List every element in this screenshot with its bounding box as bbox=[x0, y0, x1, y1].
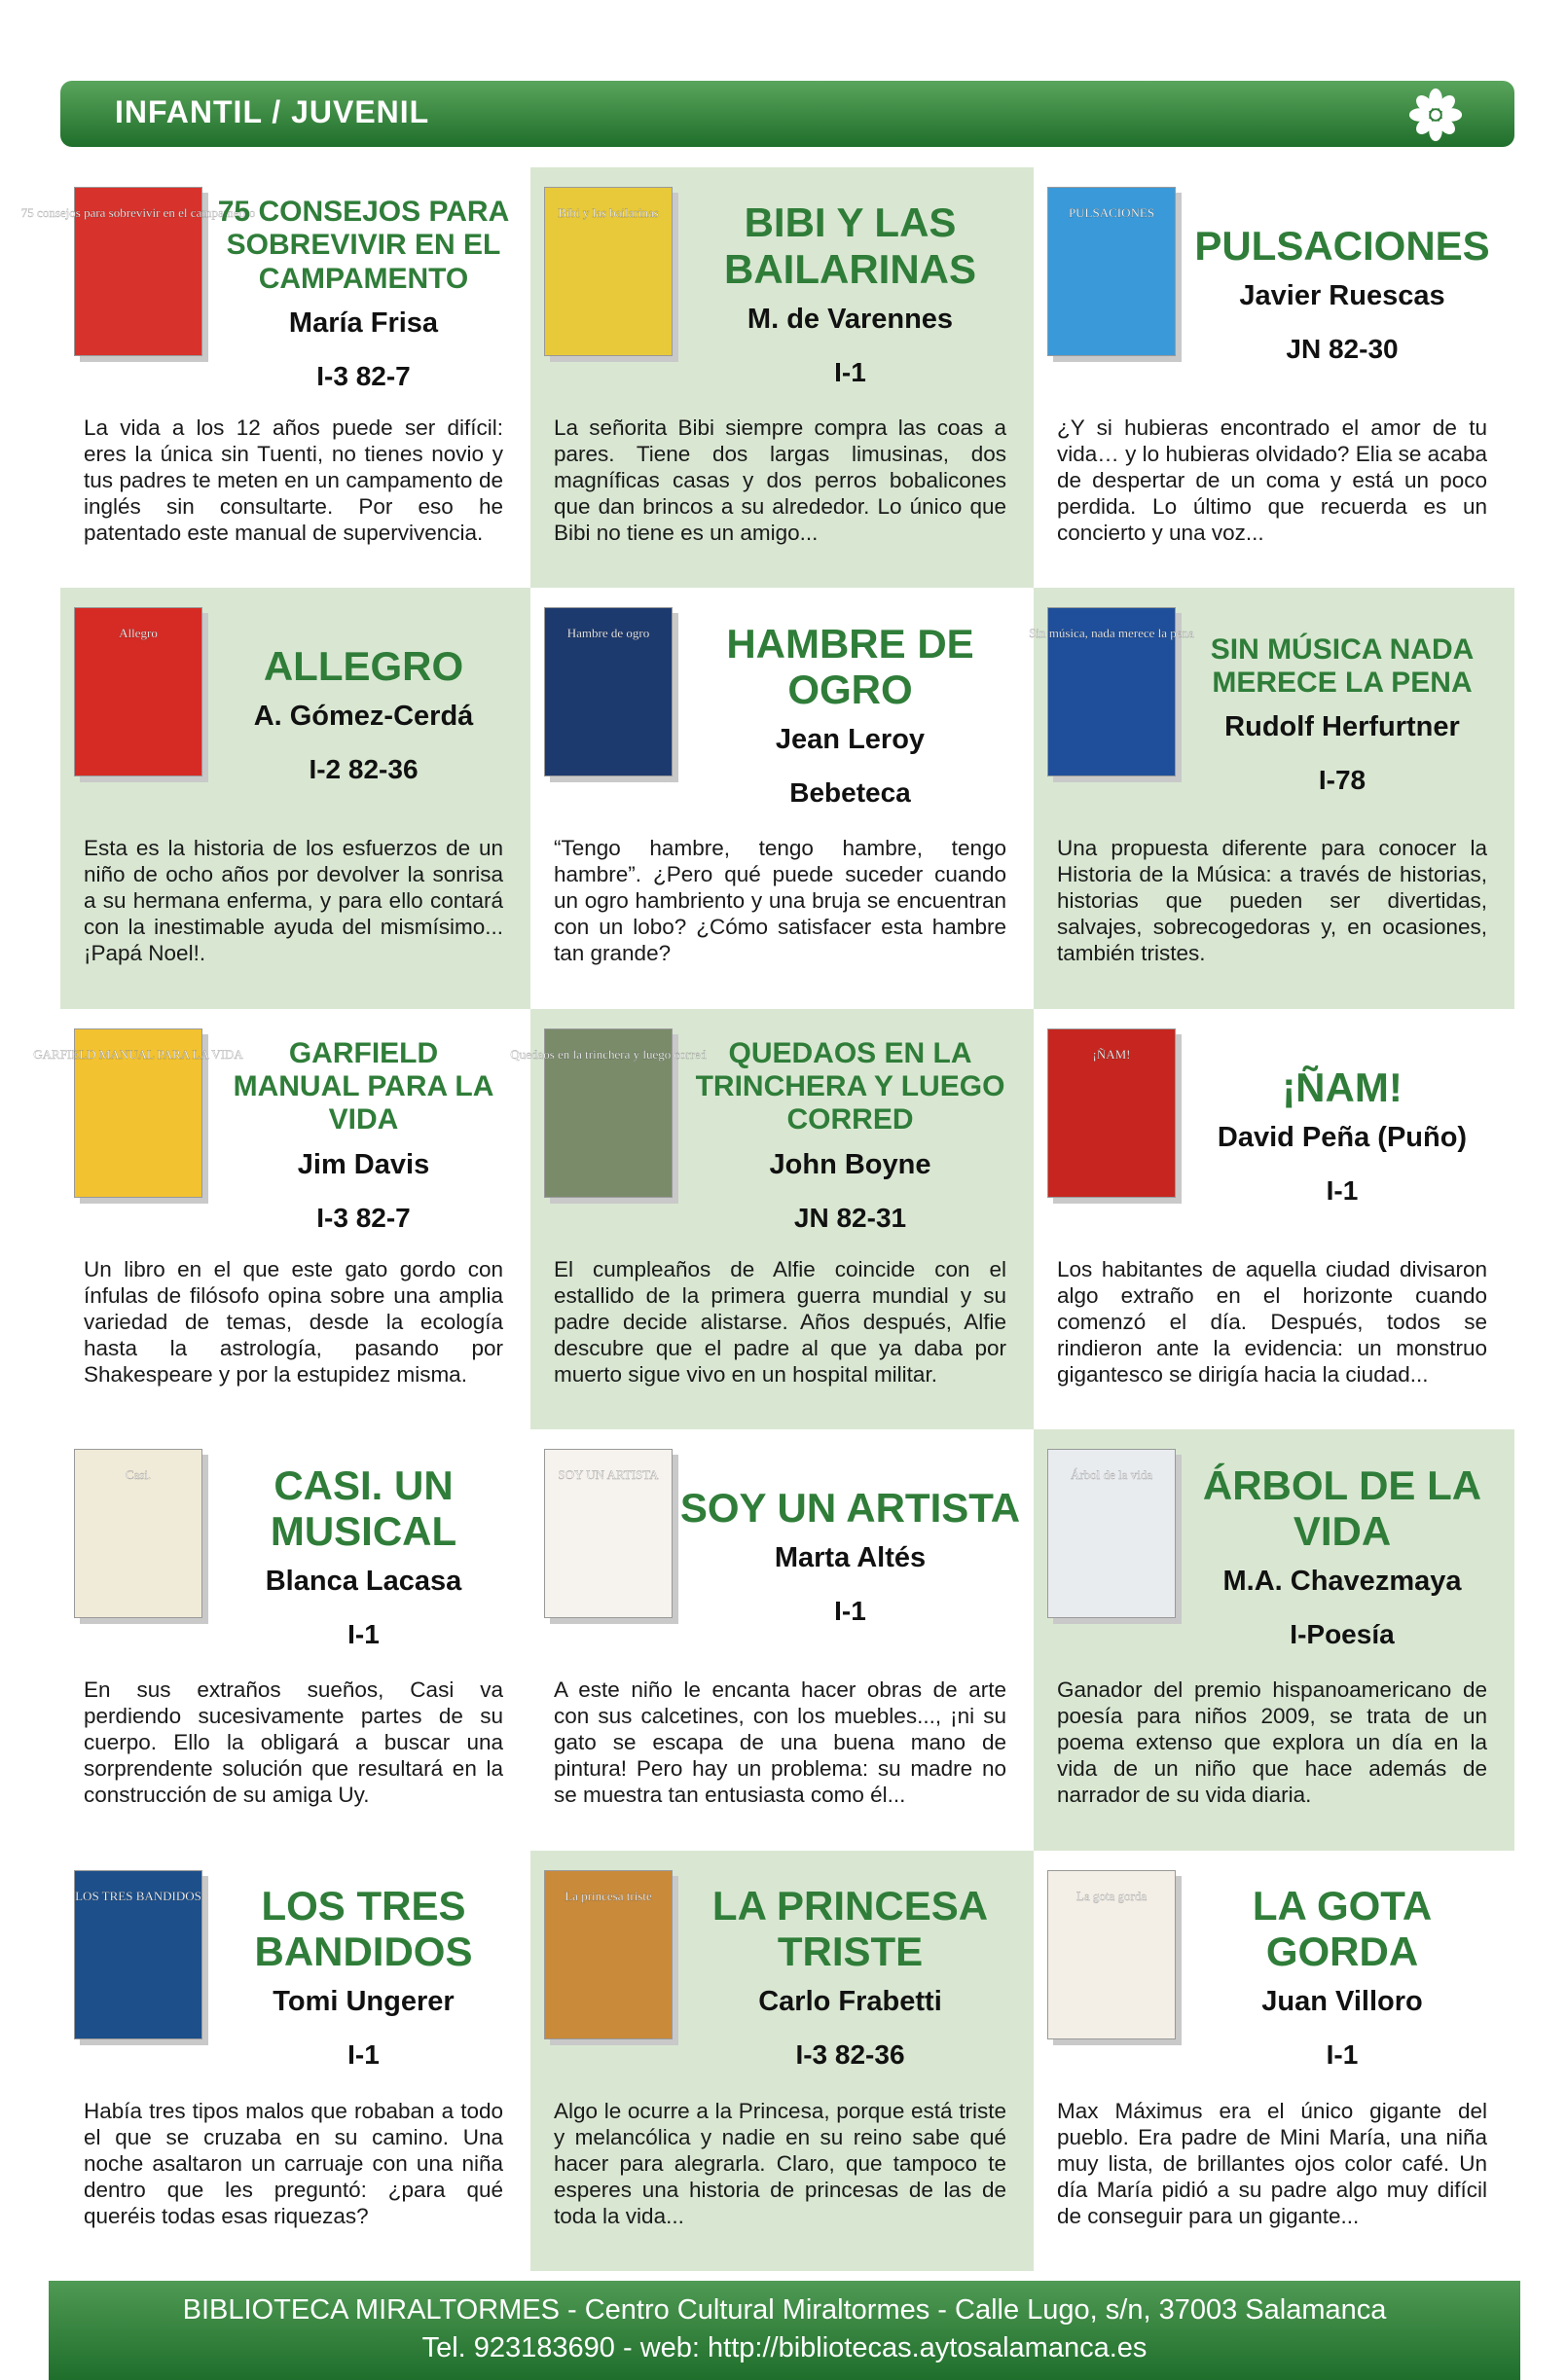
book-info bbox=[206, 1868, 521, 2086]
footer-address: BIBLIOTECA MIRALTORMES - Centro Cultural Miraltormes - Calle Lugo, s/n, 37003 Salamanca bbox=[182, 2294, 1387, 2326]
book-title: GARFIELD bbox=[288, 1037, 439, 1070]
book-description: Un libro en el que este gato gordo con ínfulas de filósofo opina sobre una amplia variedad de temas, desde la ecología hasta la astrología, pasando por Shakespeare y por la estupidez misma. bbox=[84, 1256, 503, 1387]
footer-contact: Tel. 923183690 - web: http://bibliotecas.aytosalamanca.es bbox=[421, 2332, 1148, 2363]
book-cover bbox=[1047, 1870, 1176, 2039]
book-code: JN 82-31 bbox=[793, 1202, 907, 1233]
book-code: I-1 bbox=[347, 2039, 380, 2071]
book-card bbox=[1029, 588, 1514, 1008]
flower-icon bbox=[1407, 87, 1464, 143]
book-cover bbox=[74, 1449, 202, 1618]
book-author: M.A. Chavezmaya bbox=[1222, 1565, 1462, 1597]
book-description: Esta es la historia de los esfuerzos de un niño de ocho años por devolver la sonrisa a su hermana enferma, y para ello contará con la inestimable ayuda del mismísimo... ¡Papá Noel!. bbox=[84, 836, 503, 966]
book-code: I-1 bbox=[1326, 1174, 1359, 1206]
book-cover bbox=[1047, 1449, 1176, 1618]
book-cover bbox=[1047, 187, 1176, 356]
book-code: I-1 bbox=[834, 1596, 866, 1627]
footer bbox=[49, 2281, 1520, 2380]
cover-title-text: Quedaos en la trinchera y luego corred bbox=[510, 1046, 707, 1062]
book-code: I-3 82-7 bbox=[316, 360, 411, 391]
book-code: I-2 82-36 bbox=[309, 754, 419, 785]
book-code: I-78 bbox=[1318, 765, 1367, 796]
book-author: Rudolf Herfurtner bbox=[1224, 711, 1460, 743]
book-card bbox=[33, 1009, 530, 1429]
book-description: A este niño le encanta hacer obras de arte con sus calcetines, con los muebles..., ¡ni su gato se escapa de una buena mano de pintura! Pero hay un problema: su madre no se muestra tan entusiasta como él... bbox=[554, 1677, 1006, 1808]
book-info bbox=[1180, 605, 1505, 823]
book-title: LA PRINCESA TRISTE bbox=[711, 1883, 989, 1975]
book-code: Bebeteca bbox=[789, 776, 911, 808]
book-author: Juan Villoro bbox=[1261, 1986, 1423, 2018]
book-grid bbox=[20, 167, 1514, 2271]
book-code: I-Poesía bbox=[1290, 1618, 1395, 1649]
book-author: John Boyne bbox=[769, 1148, 931, 1180]
cover-title-text: 75 consejos para sobrevivir en el campamento bbox=[20, 205, 256, 220]
book-code: I-1 bbox=[834, 356, 866, 387]
cover-title-text: GARFIELD MANUAL PARA LA VIDA bbox=[33, 1046, 243, 1062]
cover-title-text: ¡ÑAM! bbox=[1092, 1046, 1131, 1062]
cover-title-text: La gota gorda bbox=[1075, 1888, 1148, 1903]
book-code: JN 82-30 bbox=[1286, 334, 1399, 365]
book-title: HAMBRE DE OGRO bbox=[726, 620, 974, 712]
section-header bbox=[60, 81, 1514, 147]
book-title: ALLEGRO bbox=[263, 643, 464, 690]
book-author: Jean Leroy bbox=[775, 723, 926, 755]
book-description: En sus extraños sueños, Casi va perdiendo sucesivamente partes de su cuerpo. Ello la obligará a buscar una sorprendente solución que resultará en la construcción de su amiga Uy. bbox=[84, 1677, 503, 1808]
cover-title-text: Hambre de ogro bbox=[566, 626, 650, 641]
book-author: Blanca Lacasa bbox=[265, 1565, 462, 1597]
book-card bbox=[20, 167, 530, 588]
book-info bbox=[206, 605, 521, 823]
cover-title-text: SOY UN ARTISTA bbox=[558, 1467, 659, 1483]
book-card bbox=[510, 1009, 1034, 1429]
book-code: I-3 82-7 bbox=[316, 1202, 411, 1233]
book-info bbox=[1180, 185, 1505, 403]
book-code: I-1 bbox=[1326, 2039, 1359, 2071]
book-info bbox=[1180, 1868, 1505, 2086]
book-author: María Frisa bbox=[288, 307, 439, 339]
book-info bbox=[676, 185, 1024, 403]
book-title: BIBI Y LAS BAILARINAS bbox=[724, 199, 976, 292]
book-card bbox=[60, 1429, 530, 1850]
book-info bbox=[206, 185, 521, 403]
book-description: Max Máximus era el único gigante del pueblo. Era padre de Mini María, una niña muy lista, de brillantes ojos color café. Un día María pidió a su padre algo muy difícil de conseguir para un gigante... bbox=[1057, 2098, 1487, 2228]
book-description: Los habitantes de aquella ciudad divisaron algo extraño en el horizonte cuando comenzó el día. Después, todos se rindieron ante la evidencia: un monstruo gigantesco se dirigía hacia la ciudad... bbox=[1057, 1256, 1487, 1387]
book-info bbox=[676, 1868, 1024, 2086]
book-title: LA GOTA GORDA bbox=[1252, 1883, 1433, 1975]
book-card bbox=[1034, 1009, 1514, 1429]
book-card bbox=[530, 1851, 1034, 2271]
cover-title-text: La princesa triste bbox=[565, 1888, 652, 1903]
book-description: “Tengo hambre, tengo hambre, tengo hambre”. ¿Pero qué puede suceder cuando un ogro hambriento y una bruja se encuentran con un lobo? ¿Cómo satisfacer esta hambre tan grande? bbox=[554, 836, 1006, 966]
book-cover bbox=[544, 1449, 673, 1618]
book-card bbox=[60, 1851, 530, 2271]
book-cover bbox=[74, 1870, 202, 2039]
book-author: Marta Altés bbox=[774, 1542, 927, 1574]
book-info bbox=[1180, 1447, 1505, 1665]
book-author: Carlo Frabetti bbox=[758, 1986, 942, 2018]
book-card bbox=[530, 167, 1034, 588]
book-author: A. Gómez-Cerdá bbox=[253, 701, 474, 733]
book-cover bbox=[74, 607, 202, 776]
book-card bbox=[60, 588, 530, 1008]
book-cover bbox=[1047, 1028, 1176, 1198]
book-card bbox=[530, 588, 1034, 1008]
cover-title-text: Sin música, nada merece la pena bbox=[1029, 626, 1194, 641]
book-subtitle: MANUAL PARA LA VIDA bbox=[233, 1070, 494, 1136]
book-info bbox=[206, 1027, 521, 1244]
book-title: LOS TRES BANDIDOS bbox=[254, 1883, 473, 1975]
book-card bbox=[1034, 1429, 1514, 1850]
book-cover bbox=[544, 607, 673, 776]
book-info bbox=[676, 1447, 1024, 1665]
cover-title-text: Allegro bbox=[119, 626, 158, 641]
book-title: ¡ÑAM! bbox=[1282, 1064, 1403, 1110]
book-info bbox=[1180, 1027, 1505, 1244]
book-author: Javier Ruescas bbox=[1239, 280, 1445, 312]
cover-title-text: LOS TRES BANDIDOS bbox=[75, 1888, 201, 1903]
book-cover bbox=[33, 1028, 243, 1198]
book-cover bbox=[510, 1028, 707, 1198]
book-title: CASI. UN MUSICAL bbox=[270, 1461, 457, 1554]
book-author: David Peña (Puño) bbox=[1217, 1121, 1468, 1153]
book-title: SIN MÚSICA NADA MERECE LA PENA bbox=[1210, 632, 1475, 699]
cover-title-text: PULSACIONES bbox=[1068, 205, 1155, 220]
book-info bbox=[676, 1027, 1024, 1244]
book-description: Había tres tipos malos que robaban a todo el que se cruzaba en su camino. Una noche asaltaron un carruaje con una niña dentro que les preguntó: ¿para qué queréis todas esas riquezas? bbox=[84, 2098, 503, 2228]
book-description: La vida a los 12 años puede ser difícil: eres la única sin Tuenti, no tienes novio y tus padres te meten en un campamento de inglés sin consultarte. Por eso he patentado este manual de supervivencia. bbox=[84, 415, 503, 545]
cover-title-text: Bibi y las bailarinas bbox=[558, 205, 659, 220]
book-author: Tomi Ungerer bbox=[273, 1986, 455, 2018]
book-description: ¿Y si hubieras encontrado el amor de tu vida… y lo hubieras olvidado? Elia se acaba de despertar de un coma y está un poco perdida. Lo último que recuerda es un concierto y una voz... bbox=[1057, 415, 1487, 545]
book-code: I-1 bbox=[347, 1618, 380, 1649]
book-title: QUEDAOS EN LA TRINCHERA Y LUEGO CORRED bbox=[695, 1037, 1005, 1136]
book-author: Jim Davis bbox=[297, 1148, 430, 1180]
book-cover bbox=[1029, 607, 1194, 776]
book-author: M. de Varennes bbox=[747, 303, 954, 335]
book-cover bbox=[544, 187, 673, 356]
book-title: 75 CONSEJOS PARA SOBREVIVIR EN EL CAMPAMENTO bbox=[217, 196, 510, 295]
book-card bbox=[1034, 1851, 1514, 2271]
cover-title-text: Casi. bbox=[125, 1467, 152, 1483]
book-card bbox=[1034, 167, 1514, 588]
cover-title-text: Árbol de la vida bbox=[1070, 1467, 1153, 1483]
book-card bbox=[530, 1429, 1034, 1850]
book-description: Una propuesta diferente para conocer la Historia de la Música: a través de historias, historias que pueden ser divertidas, salvajes, sobrecogedoras y, en ocasiones, también tristes. bbox=[1057, 836, 1487, 966]
section-title: INFANTIL / JUVENIL bbox=[115, 94, 430, 129]
book-cover bbox=[544, 1870, 673, 2039]
book-cover bbox=[20, 187, 256, 356]
book-info bbox=[206, 1447, 521, 1665]
book-title: SOY UN ARTISTA bbox=[679, 1485, 1021, 1532]
book-description: La señorita Bibi siempre compra las coas a pares. Tiene dos largas limusinas, dos magníficas casas y dos perros bobalicones que dan brincos a su alrededor. Lo único que Bibi no tiene es un amigo... bbox=[554, 415, 1006, 545]
book-title: PULSACIONES bbox=[1194, 222, 1490, 269]
book-code: I-3 82-36 bbox=[795, 2039, 905, 2071]
book-description: Ganador del premio hispanoamericano de poesía para niños 2009, se trata de un poema extenso que explora un día en la vida de un niño que hace además de narrador de su vida diaria. bbox=[1057, 1677, 1487, 1808]
book-description: El cumpleaños de Alfie coincide con el estallido de la primera guerra mundial y su padre decide alistarse. Años después, Alfie descubre que el padre al que ya daba por muerto sigue vivo en un hospital militar. bbox=[554, 1256, 1006, 1387]
book-info bbox=[676, 605, 1024, 823]
book-description: Algo le ocurre a la Princesa, porque está triste y melancólica y nadie en su reino sabe qué hacer para alegrarla. Claro, que tampoco te esperes una historia de princesas de las de toda la vida... bbox=[554, 2098, 1006, 2228]
book-title: ÁRBOL DE LA VIDA bbox=[1202, 1461, 1482, 1554]
